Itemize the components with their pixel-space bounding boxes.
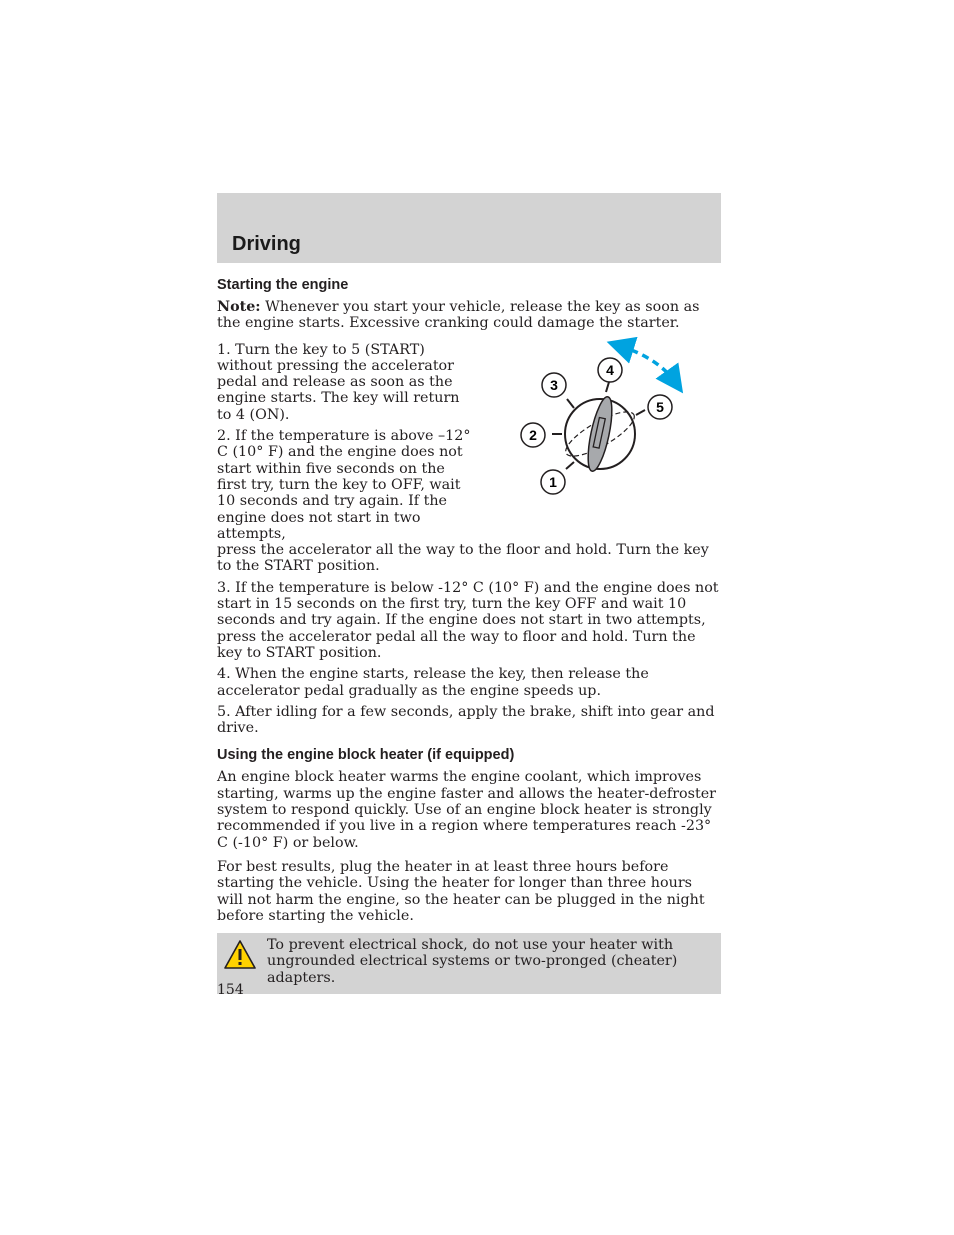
warning-text: To prevent electrical shock, do not use your heater with ungrounded electrical systems or two-pronged (cheater) adapters.: [267, 937, 678, 986]
block-heater-heading: Using the engine block heater (if equipped): [217, 747, 515, 764]
warning-box: [217, 933, 721, 994]
section-header: [217, 193, 721, 263]
step-1: 1. Turn the key to 5 (START) without pressing the accelerator pedal and release as soon as the engine starts. The key will return to 4 (ON).: [217, 341, 460, 423]
svg-text:5: 5: [656, 399, 664, 415]
note-text: Whenever you start your vehicle, release the key as soon as the engine starts. Excessive cranking could damage the starter.: [217, 299, 700, 332]
svg-text:1: 1: [549, 474, 557, 490]
step-2-part1: 2. If the temperature is above –12° C (10° F) and the engine does not start within five seconds on the first try, turn the key to OFF, wait 10 seconds and try again. If the engine does not start in two attempts,: [217, 428, 471, 542]
step-4: 4. When the engine starts, release the key, then release the accelerator pedal gradually as the engine speeds up.: [217, 666, 649, 699]
note-paragraph: [217, 299, 721, 332]
page-number: 154: [217, 982, 244, 998]
svg-text:4: 4: [606, 362, 614, 378]
step-2-part2: press the accelerator all the way to the floor and hold. Turn the key to the START position.: [217, 542, 709, 575]
step-3: 3. If the temperature is below -12° C (10° F) and the engine does not start in 15 seconds on the first try, turn the key OFF and wait 10 seconds and try again. If the engine does not start in two attempts, press the accelerator pedal all the way to floor and hold. Turn the key to START position.: [217, 579, 719, 661]
block-heater-para-1: An engine block heater warms the engine coolant, which improves starting, warms up the engine faster and allows the heater-defroster system to respond quickly. Use of an engine block heater is strongly recommended if you live in a region where temperatures reach -23° C (-10° F) or below.: [217, 769, 717, 851]
starting-engine-heading: Starting the engine: [217, 277, 349, 293]
step-5: 5. After idling for a few seconds, apply the brake, shift into gear and drive.: [217, 703, 715, 737]
warning-triangle-icon: [223, 939, 257, 971]
section-title: Driving: [232, 233, 301, 255]
page-content: [217, 276, 721, 994]
svg-text:3: 3: [550, 377, 558, 393]
svg-text:2: 2: [529, 427, 537, 443]
block-heater-para-2: For best results, plug the heater in at least three hours before starting the vehicle. Using the heater for longer than three hours will not harm the engine, so the heater can be plugged in the night before starting the vehicle.: [217, 858, 705, 924]
note-label: Note:: [217, 299, 261, 315]
